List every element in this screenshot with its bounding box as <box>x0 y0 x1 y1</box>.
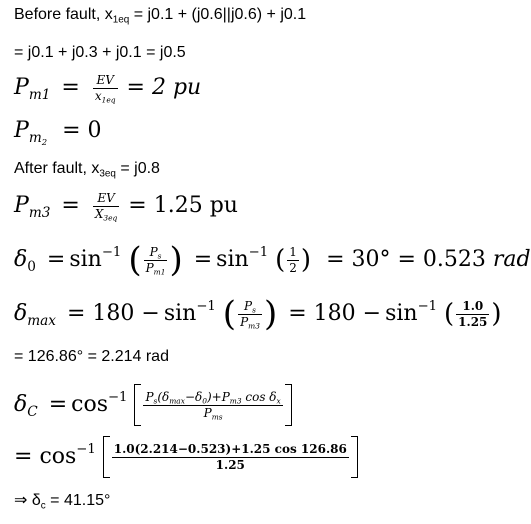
after-fault-line <box>14 160 160 178</box>
numeric-denominator: 1.25 <box>215 457 245 472</box>
pm3-denominator-sub: 3eq <box>103 213 118 223</box>
deltamax-equation: $\delta_{max} = 180 - \sin^{-1}$ ( $\frac{P_s}{P_{m3}}$ ) = $180 - \sin^{-1}$ ( $\frac{1.0}{1.25}$ ) <box>14 294 502 334</box>
deltac-num-b-sub: max <box>169 396 185 406</box>
pm1-equation: $P_{m1}$ = $\frac{EV}{x_{1eq}}$ = 2 pu <box>14 73 202 105</box>
final-suffix: = 41.15° <box>45 492 111 509</box>
deltac-num-e: cos δ <box>241 389 277 404</box>
ratio-numerator: 1.0 <box>456 300 489 315</box>
deltac-num-a: P <box>145 389 154 404</box>
one-half-fraction <box>287 246 299 274</box>
delta0-numerator: P <box>149 244 158 259</box>
deltac-inverse: −1 <box>107 390 128 406</box>
delta0-equation: $\delta_0 = \sin^{-1}$ ( $\frac{P_s}{P_{m1}}$ ) = $\sin^{-1}$ ( $\frac{1}{2}$ ) = 30° = 0.523 rad <box>14 240 531 280</box>
ev-over-x3eq-fraction <box>93 191 119 223</box>
numeric-fraction <box>112 443 349 471</box>
ratio-fraction <box>456 300 489 328</box>
deltac-equation <box>14 384 292 426</box>
half-numerator: 1 <box>289 244 297 259</box>
pm1-denominator-sub: 1eq <box>101 95 116 105</box>
deltac-denominator: P <box>203 405 212 420</box>
pm1-subscript: m1 <box>28 86 51 103</box>
x3eq-subscript: 3eq <box>99 168 116 180</box>
delta0-numerator-sub: s <box>157 251 162 261</box>
deltamax-numerator-sub: s <box>252 305 256 315</box>
final-subscript: c <box>40 500 46 512</box>
delta0-eq2: = <box>193 247 213 272</box>
deltamax-inverse: −1 <box>196 299 216 315</box>
before-fault-suffix: = j0.1 + (j0.6||j0.6) + j0.1 <box>129 6 307 23</box>
deltamax-denominator-sub: m3 <box>248 321 260 331</box>
delta0-rhs: = 30° = 0.523 <box>326 247 486 272</box>
deltamax-numerator: P <box>244 298 253 313</box>
final-result-line <box>14 490 110 510</box>
delta0-eq: = <box>46 247 66 272</box>
deltac-eq: = <box>48 392 68 417</box>
deltac-symbol: δ <box>14 392 28 417</box>
deltac-num-c-sub: 0 <box>202 396 207 406</box>
line10-inverse: −1 <box>76 442 96 458</box>
deltac-fraction <box>143 389 282 422</box>
pm3-equation: $P_{m3}$ = $\frac{EV}{X_{3eq}}$ = 1.25 pu <box>14 191 238 223</box>
deltac-num-b: (δ <box>157 389 170 404</box>
deltac-denominator-sub: ms <box>211 412 223 422</box>
deltac-num-c: −δ <box>184 389 203 404</box>
deltamax-denominator: P <box>240 314 249 329</box>
ps-over-pm1-fraction <box>144 244 168 277</box>
pm1-numerator: EV <box>93 74 118 89</box>
pm2-rhs: = 0 <box>62 118 102 143</box>
deltamax-subscript: max <box>27 312 56 329</box>
deltamax-symbol: δ <box>14 301 28 326</box>
deltamax-eq: = 180 − <box>66 301 160 326</box>
after-fault-prefix: After fault, x <box>14 160 100 177</box>
pm3-subscript: m3 <box>28 204 51 221</box>
delta0-subscript: 0 <box>27 258 36 275</box>
pm2-subsubscript: 2 <box>41 136 48 147</box>
deltac-numeric-equation <box>14 436 358 478</box>
delta0-denominator-sub: m1 <box>153 267 166 277</box>
final-prefix: ⇒ δ <box>14 492 41 509</box>
deltac-num-d-sub: m3 <box>229 396 242 406</box>
deltac-subscript: C <box>27 403 38 420</box>
deltamax-result-line: = 126.86° = 2.214 rad <box>14 348 169 365</box>
delta0-inverse: −1 <box>101 245 122 261</box>
before-fault-line <box>14 6 306 24</box>
deltac-func: cos <box>71 392 108 417</box>
pm1-denominator: x <box>94 88 102 103</box>
ps-over-pm3-fraction <box>238 298 262 331</box>
delta0-denominator: P <box>145 260 154 275</box>
pm1-rhs: = 2 pu <box>126 75 202 101</box>
pm2-subscript: m <box>28 129 42 146</box>
line10-eq: = <box>14 444 33 469</box>
pm3-rhs: = 1.25 pu <box>128 193 238 219</box>
delta0-inverse2: −1 <box>248 245 269 261</box>
ev-over-x1eq-fraction <box>93 73 118 105</box>
pm2-equation <box>14 118 102 147</box>
before-fault-prefix: Before fault, x <box>14 6 113 23</box>
deltamax-func2: sin <box>385 301 418 326</box>
reactance-sum-line: = j0.1 + j0.3 + j0.1 = j0.5 <box>14 44 186 61</box>
pm3-denominator: X <box>94 206 104 221</box>
delta0-symbol: δ <box>14 247 28 272</box>
deltamax-func: sin <box>163 301 197 326</box>
after-fault-suffix: = j0.8 <box>115 160 160 177</box>
delta0-func2: sin <box>216 247 249 272</box>
deltamax-eq2: = 180 − <box>288 301 382 326</box>
numeric-numerator: 1.0(2.214−0.523)+1.25 cos 126.86 <box>113 441 347 456</box>
line10-func: cos <box>39 444 77 469</box>
pm3-symbol: P <box>14 193 29 219</box>
deltac-num-a-sub: s <box>153 396 158 406</box>
deltac-num-e-sub: x <box>276 396 281 406</box>
deltamax-inverse2: −1 <box>417 299 438 315</box>
pm1-symbol: P <box>14 75 29 101</box>
deltac-num-d: )+P <box>206 389 230 404</box>
delta0-unit: rad <box>492 247 531 272</box>
pm3-numerator: EV <box>93 192 119 207</box>
x1eq-subscript: 1eq <box>112 14 130 26</box>
half-denominator: 2 <box>289 260 297 275</box>
delta0-func: sin <box>69 247 102 272</box>
ratio-denominator: 1.25 <box>458 314 488 329</box>
pm2-symbol: P <box>14 118 29 143</box>
